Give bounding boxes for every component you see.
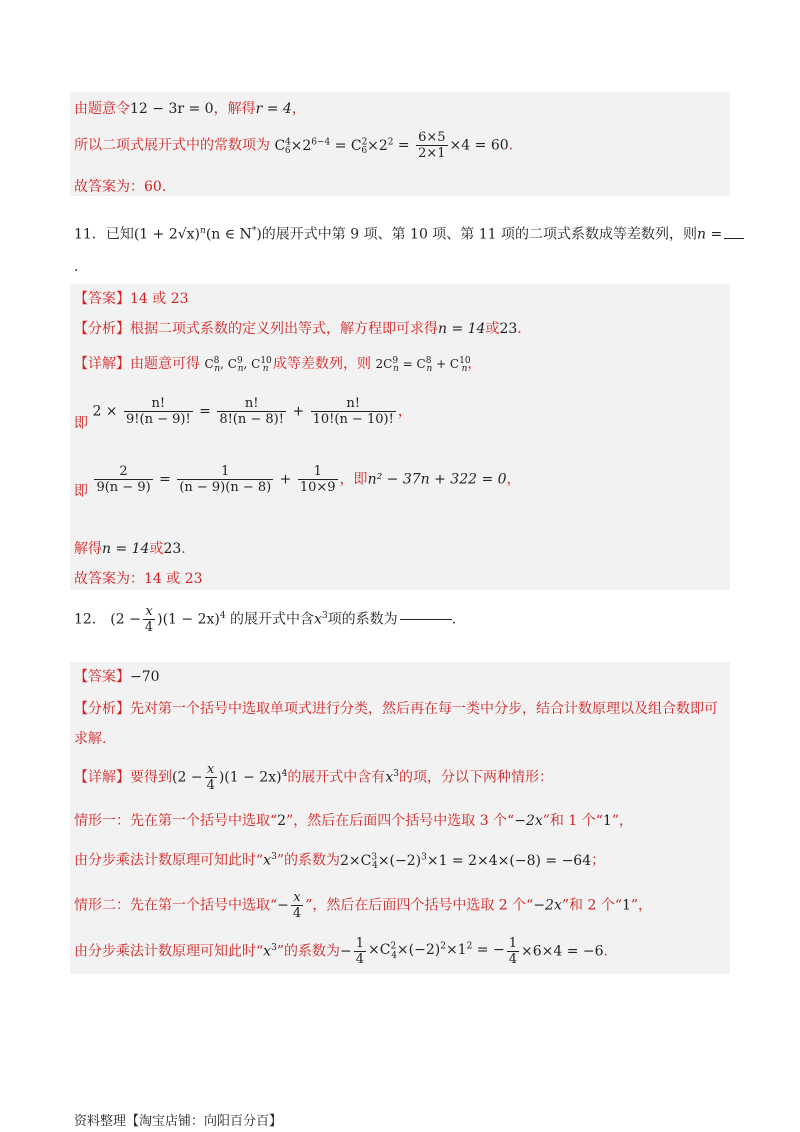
fraction: $\frac{2}{9(n - 9)}$	[96, 464, 151, 495]
fraction: $\frac{n!}{8!(n - 8)!}$	[219, 396, 284, 427]
fraction: $\frac{n!}{10!(n - 10)!}$	[312, 396, 394, 427]
analysis-11: 【分析】根据二项式系数的定义列出等式，解方程即可求得n = 14或23.	[74, 321, 522, 337]
case-2: 情形二：先在第一个括号中选取“− $\frac{x}{4}$ ”，然后在后面四个括号中选取 2 个“−2x”和 2 个“1”，	[74, 890, 653, 921]
detail-12-line-1: 【详解】要得到(2 − $\frac{x}{4}$ )$(1 - 2x)^4$的展开式中含有$x^3$的项，分以下两种情形：	[74, 762, 553, 793]
solution-line-1: 由题意令12 − 3r = 0，解得r = 4，	[74, 101, 306, 117]
fraction: $\frac{1}{4}$	[355, 936, 364, 967]
fraction: $\frac{n!}{9!(n - 9)!}$	[126, 396, 191, 427]
question-12: 12． (2 − $\frac{x}{4}$ )$(1 - 2x)^4$ 的展开式中含$x^3$项的系数为 .	[74, 604, 457, 635]
fraction: $\frac{x}{4}$	[144, 604, 154, 635]
answer-line-10: 故答案为：60.	[74, 179, 167, 195]
question-11: 11．已知$(1 + 2√x)^n(n$ ∈ N*)的展开式中第 9 项、第 10 项、第 11 项的二项式系数成等差数列，则n =	[74, 222, 744, 244]
detail-11-line-3: 即 $\frac{2}{9(n - 9)}$ = $\frac{1}{(n - 9)(n - 8)}$ + $\frac{1}{10\times 9}$ ，即n² − 37n + 322 = 0，	[74, 464, 521, 500]
fraction: $\frac{x}{4}$	[292, 890, 302, 921]
solution-line-2: 所以二项式展开式中的常数项为 $C^4_6\times 2^{6-4} = C^2_6\times 2^2$ = $\frac{6\times 5}{2\times 1}$ ×4 = 60.	[74, 130, 514, 161]
case-1-result: 由分步乘法计数原理可知此时“$x^3$”的系数为$2\times C^3_4\times(-2)^3\times 1 = 2\times 4\times(-8) = -64$；	[74, 852, 606, 872]
analysis-12: 【分析】先对第一个括号中选取单项式进行分类，然后再在每一类中分步，结合计数原理以及组合数即可	[74, 701, 718, 717]
answer-blank[interactable]	[724, 238, 744, 239]
fraction: $\frac{1}{4}$	[508, 936, 517, 967]
detail-11-line-1: 【详解】由题意可得 $C^8_n$, $C^9_n$, $C^{10}_n$ 成等差数列，则 $2C^9_n = C^8_n + C^{10}_n$，	[74, 356, 482, 375]
answer-11: 【答案】14 或 23	[74, 291, 189, 307]
question-11-dot: .	[74, 259, 79, 275]
detail-11-solve: 解得n = 14或23.	[74, 541, 186, 557]
final-answer-11: 故答案为：14 或 23	[74, 571, 203, 587]
fraction: $\frac{6\times 5}{2\times 1}$	[418, 130, 446, 161]
fraction: $\frac{1}{(n - 9)(n - 8)}$	[179, 464, 272, 495]
case-1: 情形一：先在第一个括号中选取“2”，然后在后面四个括号中选取 3 个“−2x”和 1 个“1”，	[74, 813, 633, 829]
case-2-result: 由分步乘法计数原理可知此时“$x^3$”的系数为− $\frac{1}{4}$ $\times C^2_4\times(-2)^2\times 1^2$ = − $\frac{1}{4}$ ×6×4 = −6.	[74, 936, 608, 967]
analysis-12-cont: 求解.	[74, 731, 107, 747]
answer-12: 【答案】−70	[74, 669, 160, 685]
fraction: $\frac{1}{10\times 9}$	[299, 464, 336, 495]
answer-blank[interactable]	[400, 619, 452, 620]
detail-11-line-2: 即 2 × $\frac{n!}{9!(n - 9)!}$ = $\frac{n!}{8!(n - 8)!}$ + $\frac{n!}{10!(n - 10)!}$ ，	[74, 396, 412, 432]
footer-source: 资料整理【淘宝店铺：向阳百分百】	[74, 1114, 283, 1129]
fraction: $\frac{x}{4}$	[206, 762, 215, 793]
